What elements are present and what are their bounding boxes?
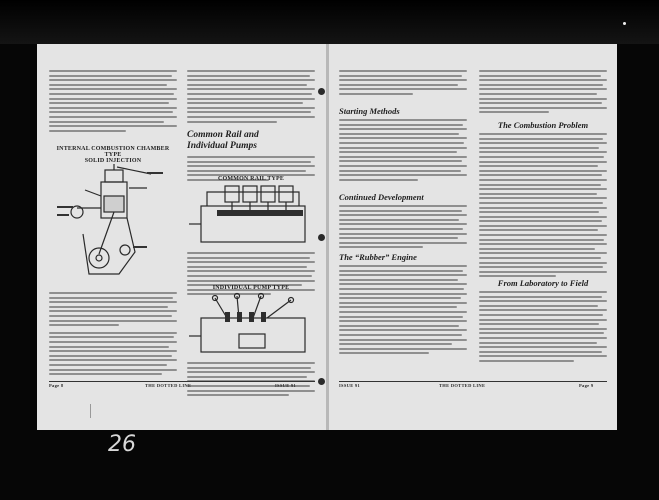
handwritten-number: 26 (108, 432, 136, 457)
right-col2-laboratory (479, 276, 607, 365)
film-corner-mark (623, 22, 626, 25)
engine-cross-section-figure (55, 162, 175, 282)
left-page (37, 44, 327, 430)
left-footer-page: Page 8 (49, 383, 64, 388)
scratch-mark (90, 404, 91, 418)
binding-hole (318, 378, 325, 385)
left-footer-issue: ISSUE 91 (275, 383, 297, 388)
heading-combustion-problem: The Combustion Problem (497, 120, 589, 130)
common-rail-diagram (187, 184, 315, 246)
right-col2-text-top (479, 70, 607, 116)
right-footer-title: THE DOTTED LINE (439, 383, 486, 388)
heading-continued-development: Continued Development (339, 192, 424, 202)
left-footer-rule (49, 381, 315, 382)
right-col2-combustion (479, 118, 607, 280)
right-footer-page: Page 9 (579, 383, 594, 388)
binding-hole (318, 234, 325, 241)
heading-laboratory-to-field: From Laboratory to Field (497, 278, 589, 288)
left-col1-text-bottom (49, 292, 177, 378)
right-footer-issue: ISSUE 91 (339, 383, 361, 388)
figure3-title: INDIVIDUAL PUMP TYPE (212, 285, 290, 291)
binding-hole (318, 88, 325, 95)
figure1-title: INTERNAL COMBUSTION CHAMBER TYPE SOLID INJECTION (56, 146, 170, 164)
left-footer-title: THE DOTTED LINE (145, 383, 192, 388)
heading-common-rail: Common Rail and Individual Pumps (187, 130, 259, 151)
right-col1-rubber (339, 250, 467, 357)
right-page (329, 44, 617, 430)
right-footer-rule (339, 381, 607, 382)
right-col1-continued (339, 190, 467, 251)
magazine-spread (37, 44, 617, 430)
heading-starting-methods: Starting Methods (339, 106, 400, 116)
left-col2-text-top (187, 70, 315, 125)
right-col1-starting (339, 104, 467, 183)
individual-pump-diagram (187, 292, 315, 356)
film-border-top (0, 0, 659, 44)
figure2-title: COMMON RAIL TYPE (217, 176, 285, 182)
right-col1-text-top (339, 70, 467, 98)
heading-rubber-engine: The “Rubber” Engine (339, 252, 417, 262)
left-col1-text-top (49, 70, 177, 134)
